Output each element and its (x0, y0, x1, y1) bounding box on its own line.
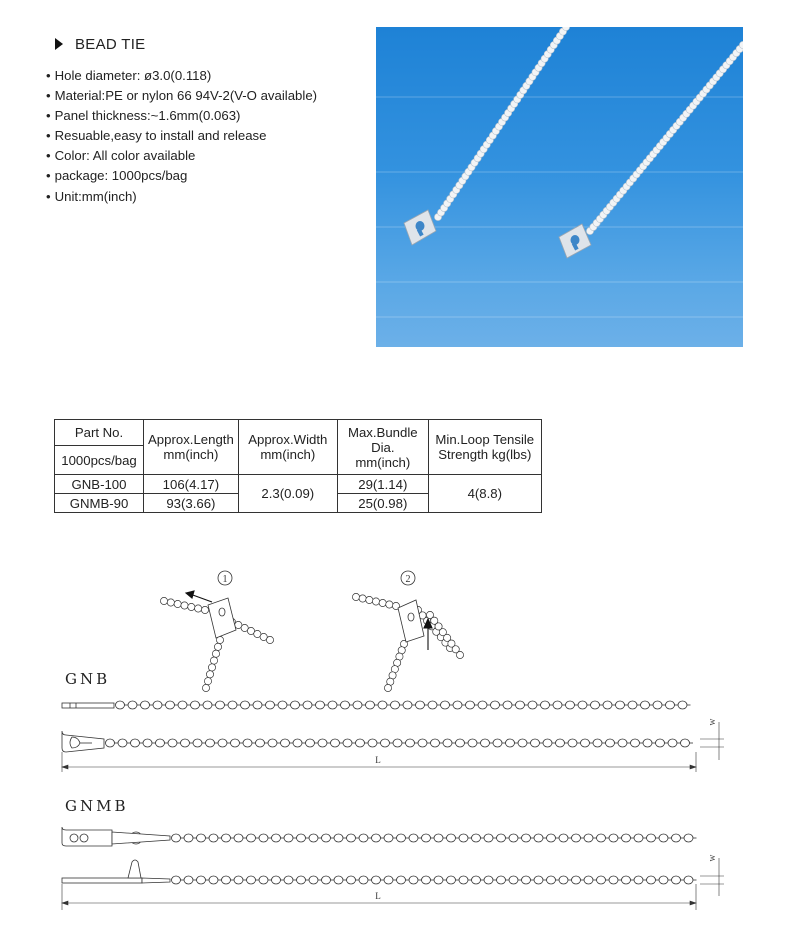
gnb-side-bead (266, 701, 275, 709)
gnb-top-bead (556, 739, 565, 747)
gnb-top-bead (543, 739, 552, 747)
gnb-top-bead (581, 739, 590, 747)
gnmb-side-bead (622, 876, 631, 884)
step-2-bead (386, 601, 393, 608)
gnmb-side-bead (484, 876, 493, 884)
gnb-top-bead (593, 739, 602, 747)
gnmb-top-bead (309, 834, 318, 842)
gnb-width-dimension (700, 722, 724, 760)
gnb-side-bead (291, 701, 300, 709)
spec-reusable: • Resuable,easy to install and release (46, 126, 317, 146)
step-1-bead (214, 643, 221, 650)
step-1-bead (195, 605, 202, 612)
gnb-side-bead (316, 701, 325, 709)
gnb-side-bead (241, 701, 250, 709)
gnmb-side-bead (447, 876, 456, 884)
technical-drawings (0, 560, 800, 944)
gnb-top-bead (206, 739, 215, 747)
gnb-top-bead (281, 739, 290, 747)
gnb-side-bead (678, 701, 687, 709)
gnb-top-bead (318, 739, 327, 747)
gnb-side-bead (403, 701, 412, 709)
spec-unit: • Unit:mm(inch) (46, 187, 317, 207)
gnmb-top-bead (234, 834, 243, 842)
gnmb-top-bead (647, 834, 656, 842)
gnmb-side-bead (409, 876, 418, 884)
gnmb-length-label: L (375, 891, 381, 901)
bead-tie-photo-illustration (376, 27, 743, 347)
gnmb-side-bead (422, 876, 431, 884)
row-part-no: GNB-100 (55, 475, 144, 494)
gnmb-side-bead (372, 876, 381, 884)
gnb-side-bead (278, 701, 287, 709)
gnb-top-bead (243, 739, 252, 747)
gnmb-top-bead (459, 834, 468, 842)
gnmb-top-bead (197, 834, 206, 842)
gnmb-side-bead (172, 876, 181, 884)
gnmb-side-bead (522, 876, 531, 884)
step-1-bead (266, 636, 273, 643)
gnb-side-bead (591, 701, 600, 709)
gnb-top-bead (143, 739, 152, 747)
step-1-arrow-icon (186, 591, 212, 602)
gnmb-side-bead (397, 876, 406, 884)
gnb-top-bead (443, 739, 452, 747)
gnmb-top-bead (497, 834, 506, 842)
step-2-bead (366, 596, 373, 603)
gnb-side-bead (466, 701, 475, 709)
gnb-side-bead (228, 701, 237, 709)
gnb-side-bead (328, 701, 337, 709)
step-1-number: 1 (222, 574, 228, 585)
step-1-bead (181, 602, 188, 609)
gnb-top-bead (531, 739, 540, 747)
gnmb-top-bead (584, 834, 593, 842)
step-1-bead (206, 671, 213, 678)
gnmb-top-bead (522, 834, 531, 842)
gnb-top-bead (193, 739, 202, 747)
gnmb-side-bead (222, 876, 231, 884)
gnmb-top-bead (372, 834, 381, 842)
gnb-side-bead (566, 701, 575, 709)
gnmb-side-bead (297, 876, 306, 884)
step-2-bead (352, 593, 359, 600)
spec-table (54, 419, 542, 513)
gnmb-top-view (62, 827, 170, 846)
gnmb-side-bead (472, 876, 481, 884)
gnb-side-bead (128, 701, 137, 709)
cell-tensile-shared: 4(8.8) (428, 475, 541, 513)
gnmb-side-bead (184, 876, 193, 884)
gnmb-top-bead (359, 834, 368, 842)
gnmb-side-bead (597, 876, 606, 884)
gnb-top-bead (231, 739, 240, 747)
gnb-top-bead (106, 739, 115, 747)
step-1-bead (167, 599, 174, 606)
gnmb-side-bead (247, 876, 256, 884)
gnb-side-bead (253, 701, 262, 709)
gnb-top-bead (393, 739, 402, 747)
header-max-bundle: Max.Bundle Dia. mm(inch) (337, 420, 428, 475)
step-2-bead (359, 595, 366, 602)
gnmb-side-bead (647, 876, 656, 884)
spec-hole-diameter: • Hole diameter: ø3.0(0.118) (46, 66, 317, 86)
step-1-bead (204, 678, 211, 685)
gnb-side-bead (378, 701, 387, 709)
gnb-width-label: W (709, 718, 717, 726)
spec-color: • Color: All color available (46, 146, 317, 166)
gnmb-side-bead (359, 876, 368, 884)
gnmb-side-bead (434, 876, 443, 884)
gnb-top-bead (643, 739, 652, 747)
gnb-top-bead (468, 739, 477, 747)
gnmb-side-bead (347, 876, 356, 884)
gnmb-top-bead (247, 834, 256, 842)
gnb-side-view (62, 703, 114, 708)
gnb-side-bead (641, 701, 650, 709)
triangle-bullet-icon (55, 38, 63, 50)
step-1-bead (208, 664, 215, 671)
gnb-top-bead (343, 739, 352, 747)
gnmb-side-bead (572, 876, 581, 884)
row-bundle: 25(0.98) (337, 494, 428, 513)
gnb-top-bead (568, 739, 577, 747)
gnb-top-bead (406, 739, 415, 747)
gnmb-side-bead (322, 876, 331, 884)
gnmb-side-bead (334, 876, 343, 884)
step-1-bead (212, 650, 219, 657)
gnb-side-bead (478, 701, 487, 709)
gnmb-top-bead (572, 834, 581, 842)
gnb-side-bead (553, 701, 562, 709)
row-length: 93(3.66) (144, 494, 239, 513)
row-part-no: GNMB-90 (55, 494, 144, 513)
gnmb-top-bead (547, 834, 556, 842)
gnb-top-bead (656, 739, 665, 747)
gnb-side-bead (578, 701, 587, 709)
gnmb-top-bead (422, 834, 431, 842)
gnmb-top-bead (634, 834, 643, 842)
gnb-top-bead (381, 739, 390, 747)
tie-head-right (559, 224, 591, 258)
cell-width-shared: 2.3(0.09) (238, 475, 337, 513)
gnmb-top-bead (622, 834, 631, 842)
gnb-top-bead (181, 739, 190, 747)
gnmb-top-bead (447, 834, 456, 842)
gnb-top-bead (506, 739, 515, 747)
gnmb-top-bead (534, 834, 543, 842)
step-2-bead (372, 598, 379, 605)
gnb-side-bead (341, 701, 350, 709)
gnb-side-bead (153, 701, 162, 709)
spec-list (46, 66, 317, 207)
step-2-number: 2 (405, 574, 411, 585)
gnb-top-bead (256, 739, 265, 747)
product-photo (376, 27, 743, 347)
gnb-length-label: L (375, 755, 381, 765)
tie-head-left (404, 210, 436, 245)
gnmb-side-bead (259, 876, 268, 884)
step-1-bead (174, 600, 181, 607)
gnb-top-bead (331, 739, 340, 747)
gnb-top-view (62, 731, 104, 752)
gnmb-top-bead (672, 834, 681, 842)
gnmb-width-dimension (700, 858, 724, 896)
gnb-side-bead (191, 701, 200, 709)
gnmb-top-bead (184, 834, 193, 842)
gnb-side-bead (166, 701, 175, 709)
gnmb-side-bead (309, 876, 318, 884)
section-title-text: BEAD TIE (75, 36, 146, 53)
gnmb-top-bead (472, 834, 481, 842)
gnmb-top-bead (597, 834, 606, 842)
gnmb-side-bead (272, 876, 281, 884)
gnb-side-bead (516, 701, 525, 709)
gnb-top-bead (456, 739, 465, 747)
gnmb-top-bead (409, 834, 418, 842)
gnmb-side-bead (459, 876, 468, 884)
gnmb-top-bead (434, 834, 443, 842)
gnb-side-bead (541, 701, 550, 709)
gnb-top-bead (518, 739, 527, 747)
gnb-side-bead (628, 701, 637, 709)
gnb-side-bead (653, 701, 662, 709)
gnb-top-bead (631, 739, 640, 747)
gnb-top-bead (368, 739, 377, 747)
gnb-top-bead (681, 739, 690, 747)
gnmb-side-bead (509, 876, 518, 884)
gnmb-top-bead (222, 834, 231, 842)
gnb-top-bead (131, 739, 140, 747)
step-1-bead (160, 597, 167, 604)
gnmb-top-bead (484, 834, 493, 842)
spec-package: • package: 1000pcs/bag (46, 166, 317, 186)
gnmb-top-bead (509, 834, 518, 842)
header-approx-width: Approx.Width mm(inch) (238, 420, 337, 475)
row-length: 106(4.17) (144, 475, 239, 494)
gnb-side-bead (416, 701, 425, 709)
gnmb-side-bead (209, 876, 218, 884)
gnmb-side-bead (547, 876, 556, 884)
gnb-top-bead (431, 739, 440, 747)
spec-material: • Material:PE or nylon 66 94V-2(V-O available) (46, 86, 317, 106)
gnmb-side-bead (534, 876, 543, 884)
gnb-side-bead (603, 701, 612, 709)
gnmb-top-bead (284, 834, 293, 842)
header-min-loop-tensile: Min.Loop Tensile Strength kg(lbs) (428, 420, 541, 475)
gnb-side-bead (428, 701, 437, 709)
gnb-top-bead (668, 739, 677, 747)
gnb-side-bead (528, 701, 537, 709)
gnb-side-bead (491, 701, 500, 709)
gnb-top-bead (356, 739, 365, 747)
gnmb-side-bead (659, 876, 668, 884)
gnb-top-bead (218, 739, 227, 747)
step-2-bead (379, 599, 386, 606)
step-2-bead (384, 684, 391, 691)
step-1-bead (201, 606, 208, 613)
gnmb-width-label: W (709, 854, 717, 862)
gnmb-top-bead (397, 834, 406, 842)
section-title (55, 36, 145, 53)
step-1-tie-head (208, 598, 236, 638)
gnmb-side-bead (197, 876, 206, 884)
gnmb-side-bead (609, 876, 618, 884)
gnb-top-bead (268, 739, 277, 747)
gnb-side-bead (441, 701, 450, 709)
gnmb-side-bead (684, 876, 693, 884)
gnmb-side-bead (497, 876, 506, 884)
gnmb-side-bead (384, 876, 393, 884)
gnb-side-bead (303, 701, 312, 709)
gnmb-top-bead (297, 834, 306, 842)
gnmb-top-bead (172, 834, 181, 842)
gnb-label: GNB (65, 670, 111, 688)
header-pack-qty: 1000pcs/bag (55, 446, 144, 475)
gnmb-top-bead (322, 834, 331, 842)
gnmb-side-bead (584, 876, 593, 884)
gnmb-top-bead (334, 834, 343, 842)
gnb-top-bead (418, 739, 427, 747)
gnmb-side-bead (284, 876, 293, 884)
gnb-top-bead (293, 739, 302, 747)
gnb-side-bead (178, 701, 187, 709)
step-2-bead (456, 651, 463, 658)
gnmb-top-bead (684, 834, 693, 842)
spec-panel-thickness: • Panel thickness:~1.6mm(0.063) (46, 106, 317, 126)
gnb-top-bead (168, 739, 177, 747)
gnb-side-bead (141, 701, 150, 709)
gnmb-top-bead (559, 834, 568, 842)
step-2-tie-head (398, 600, 424, 642)
step-1-bead (202, 684, 209, 691)
gnmb-top-bead (384, 834, 393, 842)
gnb-top-bead (618, 739, 627, 747)
gnmb-label: GNMB (65, 797, 129, 815)
gnmb-side-bead (672, 876, 681, 884)
gnb-top-bead (156, 739, 165, 747)
gnb-top-bead (606, 739, 615, 747)
gnb-side-bead (353, 701, 362, 709)
gnmb-top-bead (609, 834, 618, 842)
gnmb-top-bead (259, 834, 268, 842)
gnb-top-bead (481, 739, 490, 747)
header-part-no: Part No. (55, 420, 144, 446)
gnmb-top-bead (209, 834, 218, 842)
gnb-side-bead (453, 701, 462, 709)
gnmb-side-bead (559, 876, 568, 884)
gnb-side-bead (666, 701, 675, 709)
gnb-side-bead (503, 701, 512, 709)
gnb-side-bead (391, 701, 400, 709)
step-1-bead (210, 657, 217, 664)
gnb-side-bead (616, 701, 625, 709)
row-bundle: 29(1.14) (337, 475, 428, 494)
gnmb-side-bead (234, 876, 243, 884)
gnb-side-bead (116, 701, 125, 709)
gnb-top-bead (118, 739, 127, 747)
gnb-side-bead (203, 701, 212, 709)
gnmb-top-bead (347, 834, 356, 842)
gnmb-top-bead (272, 834, 281, 842)
gnmb-top-bead (659, 834, 668, 842)
gnb-side-bead (216, 701, 225, 709)
gnmb-side-bead (634, 876, 643, 884)
gnb-top-bead (306, 739, 315, 747)
gnb-top-bead (493, 739, 502, 747)
gnb-side-bead (366, 701, 375, 709)
gnmb-side-view (62, 860, 170, 883)
step-1-bead (188, 603, 195, 610)
header-approx-length: Approx.Length mm(inch) (144, 420, 239, 475)
